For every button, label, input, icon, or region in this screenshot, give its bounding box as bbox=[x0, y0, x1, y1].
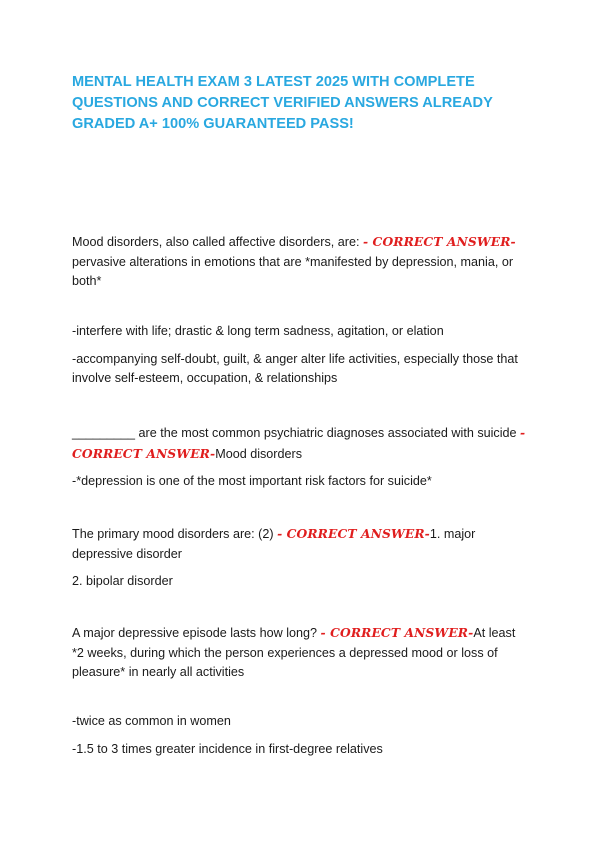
qa-question-answer bbox=[72, 524, 527, 564]
note-text: 2. bipolar disorder bbox=[72, 574, 173, 588]
qa-item bbox=[72, 524, 527, 592]
qa-notes bbox=[72, 322, 527, 389]
question-text: A major depressive episode lasts how long? bbox=[72, 626, 321, 640]
answer-text: Mood disorders bbox=[215, 446, 303, 461]
qa-question-answer bbox=[72, 623, 527, 683]
note-text: -accompanying self-doubt, guilt, & anger alter life activities, especially those that involve self-esteem, occupation, & relationships bbox=[72, 351, 518, 385]
answer-text: 1. major depressive disorder bbox=[72, 527, 476, 561]
note-text: -twice as common in women bbox=[72, 714, 231, 728]
qa-notes bbox=[72, 712, 527, 759]
note-text: -1.5 to 3 times greater incidence in first-degree relatives bbox=[72, 741, 383, 756]
qa-question-answer bbox=[72, 423, 527, 464]
qa-item bbox=[72, 232, 527, 292]
qa-question-answer bbox=[72, 232, 527, 292]
answer-text: pervasive alterations in emotions that are *manifested by depression, mania, or both* bbox=[72, 254, 514, 288]
question-text: The primary mood disorders are: (2) bbox=[72, 527, 278, 541]
note-text: -*depression is one of the most important risk factors for suicide* bbox=[72, 474, 432, 488]
correct-answer-tag: - CORRECT ANSWER- bbox=[72, 425, 526, 461]
question-text: Mood disorders, also called affective disorders, are: bbox=[72, 235, 363, 249]
note-text: -interfere with life; drastic & long term sadness, agitation, or elation bbox=[72, 324, 444, 338]
document-title: MENTAL HEALTH EXAM 3 LATEST 2025 WITH COMPLETE QUESTIONS AND CORRECT VERIFIED ANSWERS ALREADY GRADED A+ 100% GUARANTEED PASS! bbox=[72, 74, 493, 132]
qa-item bbox=[72, 623, 527, 683]
correct-answer-tag: - CORRECT ANSWER- bbox=[320, 625, 474, 640]
correct-answer-tag: - CORRECT ANSWER- bbox=[362, 234, 516, 249]
correct-answer-tag: - CORRECT ANSWER- bbox=[277, 526, 430, 541]
answer-text: At least *2 weeks, during which the person experiences a depressed mood or loss of pleasure* in nearly all activities bbox=[72, 626, 516, 679]
question-text: _________ are the most common psychiatric diagnoses associated with suicide bbox=[72, 426, 521, 440]
qa-item bbox=[72, 423, 527, 492]
